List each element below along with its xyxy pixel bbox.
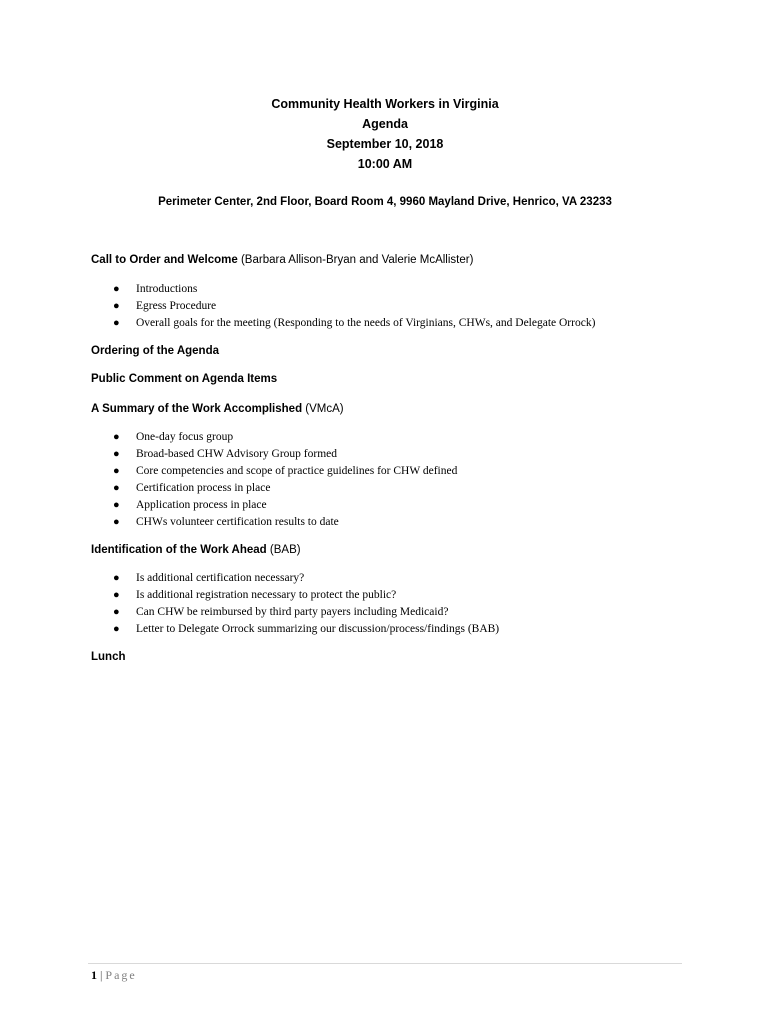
meeting-location: Perimeter Center, 2nd Floor, Board Room 4, 9960 Mayland Drive, Henrico, VA 23233: [158, 196, 612, 208]
page-footer: [91, 966, 137, 984]
bullet-icon: ●: [113, 431, 120, 443]
bullet-icon: ●: [113, 572, 120, 584]
section-heading: Public Comment on Agenda Items: [91, 373, 278, 385]
section-note: (VMcA): [305, 403, 344, 415]
list-item: ● Core competencies and scope of practice guidelines for CHW defined: [91, 463, 457, 480]
bullet-icon: ●: [113, 465, 120, 477]
meeting-time: 10:00 AM: [357, 157, 413, 171]
bullet-icon: ●: [113, 589, 120, 601]
meeting-date: September 10, 2018: [326, 137, 444, 151]
section-call-to-order: [91, 252, 473, 268]
list-item: ● One-day focus group: [91, 429, 457, 446]
list-item: ● Application process in place: [91, 497, 457, 514]
list-item: ● Letter to Delegate Orrock summarizing our discussion/process/findings (BAB): [91, 621, 499, 638]
bullet-icon: ●: [113, 606, 120, 618]
summary-list: [91, 429, 457, 531]
list-item: ● Overall goals for the meeting (Responding to the needs of Virginians, CHWs, and Delegate Orrock): [91, 315, 595, 332]
bullet-icon: ●: [113, 623, 120, 635]
bullet-icon: ●: [113, 317, 120, 329]
bullet-icon: ●: [113, 448, 120, 460]
section-summary: [91, 401, 344, 417]
list-item: ● Introductions: [91, 281, 595, 298]
call-to-order-list: [91, 281, 595, 332]
section-work-ahead: [91, 542, 301, 558]
section-heading: A Summary of the Work Accomplished: [91, 403, 303, 415]
section-heading: Identification of the Work Ahead: [91, 544, 267, 556]
list-item: ● Is additional certification necessary?: [91, 570, 499, 587]
footer-separator: |: [100, 968, 103, 982]
section-ordering: [91, 343, 219, 359]
section-heading: Lunch: [91, 651, 126, 663]
section-lunch: [91, 649, 126, 665]
list-item: ● Broad-based CHW Advisory Group formed: [91, 446, 457, 463]
list-item: ● CHWs volunteer certification results to date: [91, 514, 457, 531]
bullet-icon: ●: [113, 516, 120, 528]
footer-divider: [88, 963, 682, 964]
section-note: (Barbara Allison-Bryan and Valerie McAllister): [240, 254, 474, 266]
list-item: ● Can CHW be reimbursed by third party payers including Medicaid?: [91, 604, 499, 621]
section-heading: Ordering of the Agenda: [91, 345, 219, 357]
bullet-icon: ●: [113, 499, 120, 511]
bullet-icon: ●: [113, 283, 120, 295]
bullet-icon: ●: [113, 300, 120, 312]
page-number: 1: [91, 968, 97, 982]
list-item: ● Certification process in place: [91, 480, 457, 497]
document-subtitle: Agenda: [362, 117, 408, 131]
section-public-comment: [91, 371, 277, 387]
list-item: ● Is additional registration necessary to protect the public?: [91, 587, 499, 604]
section-heading: Call to Order and Welcome: [91, 254, 238, 266]
bullet-icon: ●: [113, 482, 120, 494]
page-label: Page: [105, 968, 137, 982]
agenda-header: [0, 94, 770, 174]
work-ahead-list: [91, 570, 499, 638]
document-title: Community Health Workers in Virginia: [271, 97, 499, 111]
list-item: ● Egress Procedure: [91, 298, 595, 315]
section-note: (BAB): [269, 544, 301, 556]
